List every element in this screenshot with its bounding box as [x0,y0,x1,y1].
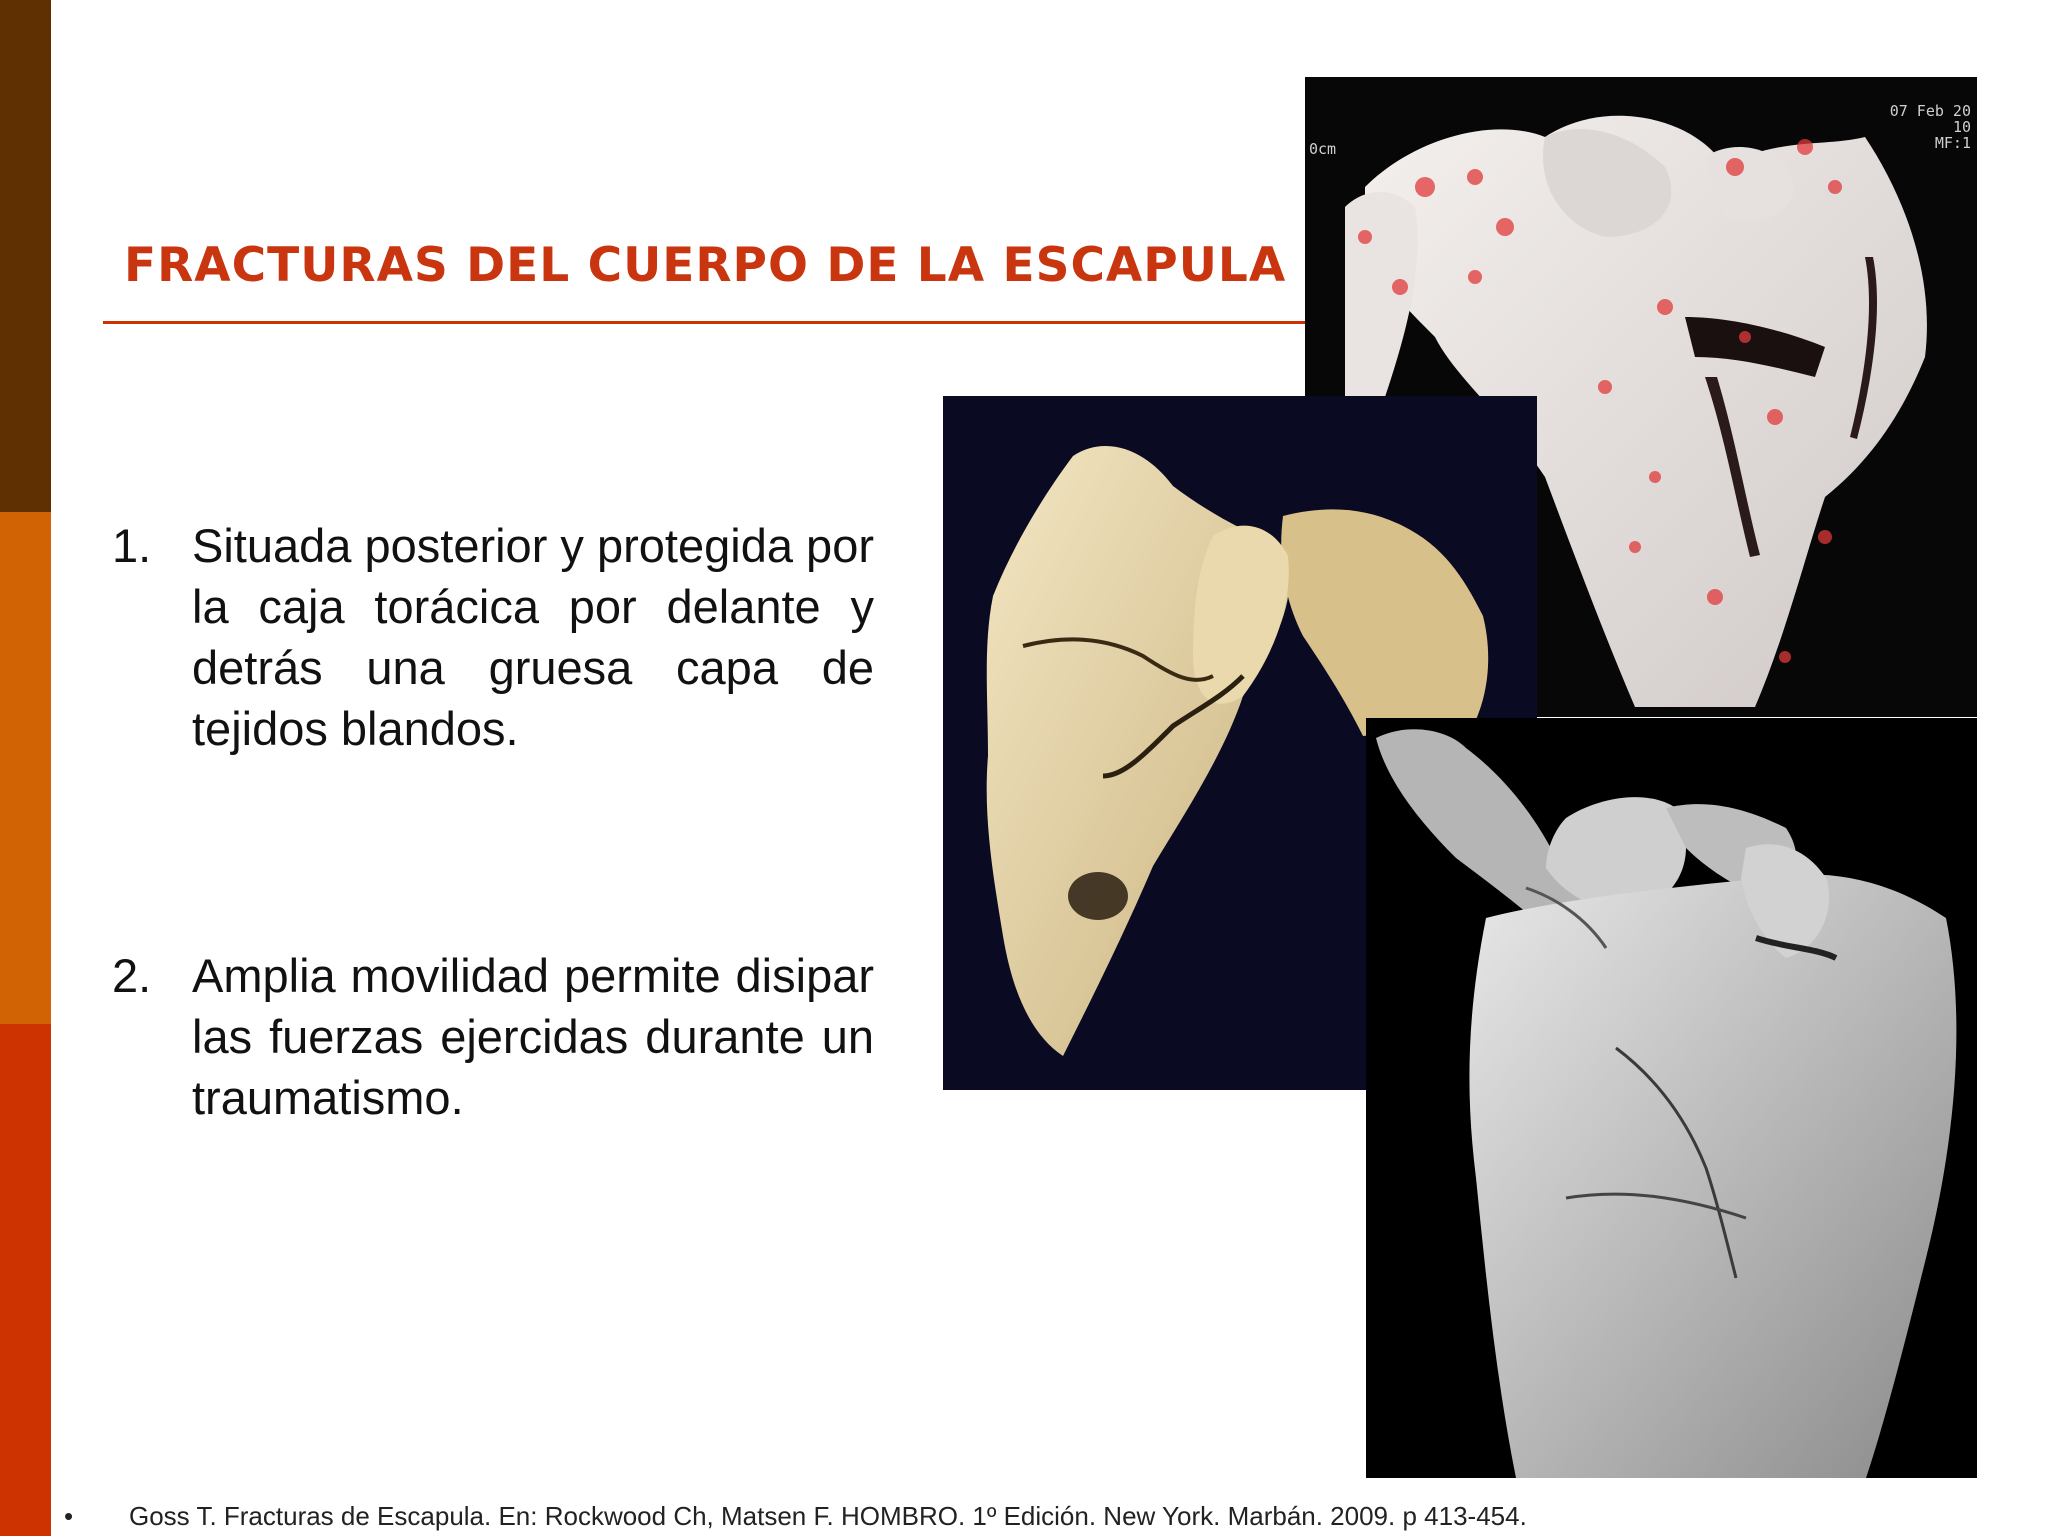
ct-scan-grey-image [1366,718,1977,1478]
ct-mf-label: MF:1 [1934,134,1971,152]
point-number: 1. [112,519,152,572]
side-bar-red [0,1024,51,1536]
reference-bullet: • [64,1501,74,1531]
ct-date-label: 07 Feb 20 [1889,102,1971,120]
side-bar-dark-brown [0,0,51,512]
point-1 [112,515,874,759]
point-2 [112,945,874,1128]
point-number: 2. [112,949,152,1002]
slide-title: FRACTURAS DEL CUERPO DE LA ESCAPULA [124,238,1287,293]
ct-info-label: 10 [1952,118,1971,136]
point-text: Situada posterior y protegida por la caja torácica por delante y detrás una gruesa capa de tejidos blandos. [192,519,874,755]
reference-text: Goss T. Fracturas de Escapula. En: Rockwood Ch, Matsen F. HOMBRO. 1º Edición. New York. Marbán. 2009. p 413-454. [129,1501,1527,1531]
point-text: Amplia movilidad permite disipar las fuerzas ejercidas durante un traumatismo. [192,949,874,1124]
side-bar-orange [0,512,51,1024]
ct-scale-label: 0cm [1309,140,1337,158]
title-underline [103,321,1305,324]
